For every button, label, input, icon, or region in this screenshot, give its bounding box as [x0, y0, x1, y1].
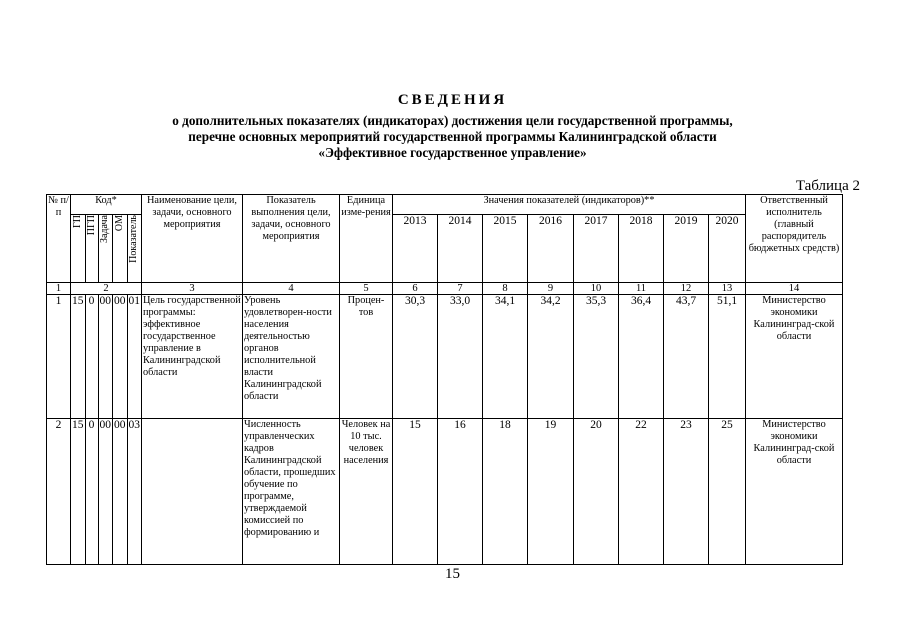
- row-value: 30,3: [393, 295, 438, 419]
- column-index: 1: [47, 283, 71, 295]
- column-index: 13: [709, 283, 746, 295]
- column-index: 8: [483, 283, 528, 295]
- row-name: Цель государственной программы: эффективное государственное управление в Калининградской области: [142, 295, 243, 419]
- header-responsible: Ответственный исполнитель (главный распорядитель бюджетных средств): [746, 195, 843, 283]
- header-year: 2016: [528, 215, 574, 283]
- header-year: 2013: [393, 215, 438, 283]
- document-subtitle-line-2: перечне основных мероприятий государственной программы Калининградской области: [188, 129, 717, 144]
- indicators-table: [46, 194, 843, 565]
- row-value: 35,3: [574, 295, 619, 419]
- header-code-om: ОМ: [113, 215, 128, 283]
- column-index: 4: [243, 283, 340, 295]
- header-code-pgp: ПГП: [85, 215, 98, 283]
- column-index: 7: [438, 283, 483, 295]
- row-unit: Человек на 10 тыс. человек населения: [340, 419, 393, 565]
- code-pgp: 0: [85, 419, 98, 565]
- header-unit: Единица изме-рения: [340, 195, 393, 283]
- row-num: 1: [47, 295, 71, 419]
- row-responsible: Министерство экономики Калининград-ской области: [746, 419, 843, 565]
- header-num: № п/п: [47, 195, 71, 283]
- row-unit: Процен-тов: [340, 295, 393, 419]
- header-code: Код*: [71, 195, 142, 215]
- row-name: [142, 419, 243, 565]
- document-subtitle-line-1: о дополнительных показателях (индикаторах) достижения цели государственной программы,: [172, 113, 733, 128]
- row-value: 15: [393, 419, 438, 565]
- page-number: 15: [445, 566, 460, 582]
- row-value: 16: [438, 419, 483, 565]
- row-value: 25: [709, 419, 746, 565]
- column-index: 10: [574, 283, 619, 295]
- table-caption: Таблица 2: [795, 178, 860, 194]
- row-value: 34,1: [483, 295, 528, 419]
- header-year: 2014: [438, 215, 483, 283]
- row-num: 2: [47, 419, 71, 565]
- table-header-row: [47, 195, 843, 215]
- code-indicator: 01: [127, 295, 142, 419]
- column-index: 5: [340, 283, 393, 295]
- row-value: 36,4: [619, 295, 664, 419]
- code-gp: 15: [71, 295, 86, 419]
- document-subtitle-line-3: «Эффективное государственное управление»: [318, 145, 587, 160]
- row-value: 34,2: [528, 295, 574, 419]
- header-year: 2017: [574, 215, 619, 283]
- header-indicator: Показатель выполнения цели, задачи, основного мероприятия: [243, 195, 340, 283]
- header-code-indicator: Показатель: [127, 215, 142, 283]
- column-index: 2: [71, 283, 142, 295]
- header-code-task: Задача: [98, 215, 113, 283]
- header-year: 2018: [619, 215, 664, 283]
- column-index: 11: [619, 283, 664, 295]
- code-om: 00: [113, 295, 128, 419]
- code-task: 00: [98, 295, 113, 419]
- code-gp: 15: [71, 419, 86, 565]
- row-responsible: Министерство экономики Калининград-ской области: [746, 295, 843, 419]
- row-value: 22: [619, 419, 664, 565]
- column-index: 3: [142, 283, 243, 295]
- header-year: 2015: [483, 215, 528, 283]
- code-task: 00: [98, 419, 113, 565]
- header-year: 2020: [709, 215, 746, 283]
- code-indicator: 03: [127, 419, 142, 565]
- header-values: Значения показателей (индикаторов)**: [393, 195, 746, 215]
- row-value: 33,0: [438, 295, 483, 419]
- row-indicator: Уровень удовлетворен-ности населения деятельностью органов исполнительной власти Калининградской области: [243, 295, 340, 419]
- row-indicator: Численность управленческих кадров Калининградской области, прошедших обучение по программе, утверждаемой комиссией по формированию и: [243, 419, 340, 565]
- column-index: 9: [528, 283, 574, 295]
- code-pgp: 0: [85, 295, 98, 419]
- table-row: [47, 295, 843, 419]
- table-row: [47, 419, 843, 565]
- column-index: 14: [746, 283, 843, 295]
- column-index: 12: [664, 283, 709, 295]
- code-om: 00: [113, 419, 128, 565]
- header-year: 2019: [664, 215, 709, 283]
- column-index: 6: [393, 283, 438, 295]
- row-value: 43,7: [664, 295, 709, 419]
- row-value: 51,1: [709, 295, 746, 419]
- header-name: Наименование цели, задачи, основного мероприятия: [142, 195, 243, 283]
- row-value: 23: [664, 419, 709, 565]
- document-title: СВЕДЕНИЯ: [397, 92, 508, 108]
- row-value: 18: [483, 419, 528, 565]
- row-value: 20: [574, 419, 619, 565]
- column-index-row: [47, 283, 843, 295]
- header-code-gp: ГП: [71, 215, 86, 283]
- row-value: 19: [528, 419, 574, 565]
